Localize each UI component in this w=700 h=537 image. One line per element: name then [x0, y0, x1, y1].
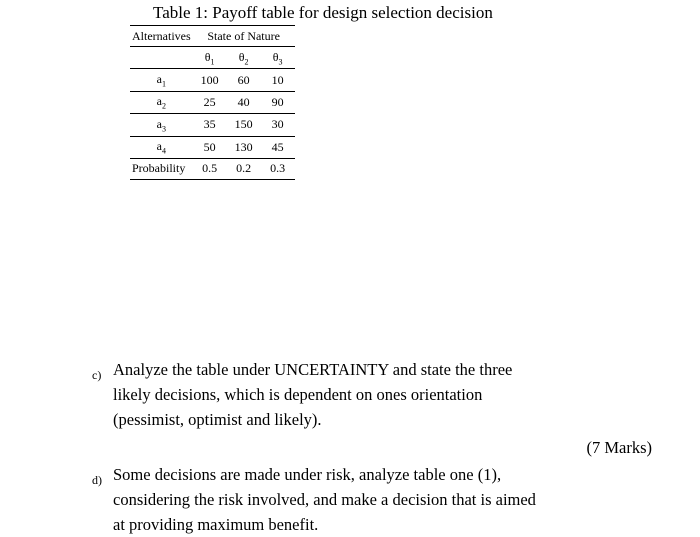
question-c-line: (pessimist, optimist and likely).	[113, 410, 322, 429]
question-d-line: considering the risk involved, and make a decision that is aimed	[113, 490, 536, 509]
question-c-text	[113, 357, 652, 432]
theta-header-row	[130, 47, 295, 69]
table-row-a4	[130, 136, 295, 158]
cell-value: 35	[203, 117, 216, 132]
probability-row	[130, 158, 295, 179]
cell-value: 30	[271, 117, 284, 132]
table-row-a1	[130, 69, 295, 91]
questions-section	[92, 357, 652, 537]
alternative-subscript: 2	[161, 101, 166, 111]
cell-value: 45	[271, 139, 284, 154]
alternative-symbol: a	[156, 94, 162, 109]
cell-value: 90	[271, 94, 284, 109]
table-title: Table 1: Payoff table for design selection decision	[153, 3, 493, 22]
alternative-symbol: a	[156, 71, 162, 86]
theta3-header	[261, 47, 295, 69]
cell-value: 25	[203, 94, 216, 109]
table-row-a3	[130, 114, 295, 136]
theta1-header	[193, 47, 227, 69]
row-label-a2	[130, 91, 193, 113]
question-d-label: d)	[92, 473, 102, 487]
theta-subscript: 3	[278, 56, 283, 66]
cell-value: 40	[237, 94, 250, 109]
theta-symbol: θ	[204, 49, 211, 64]
alternatives-header: Alternatives	[132, 28, 191, 43]
question-d	[92, 462, 652, 537]
row-label-a1	[130, 69, 193, 91]
theta-symbol: θ	[272, 49, 279, 64]
question-c-line: likely decisions, which is dependent on ones orientation	[113, 385, 483, 404]
row-label-a4	[130, 136, 193, 158]
row-label-a3	[130, 114, 193, 136]
theta-subscript: 2	[244, 56, 249, 66]
alternative-subscript: 1	[161, 79, 166, 89]
alternative-symbol: a	[156, 139, 162, 154]
payoff-table	[130, 25, 295, 180]
probability-value: 0.5	[202, 161, 218, 176]
theta-subscript: 1	[210, 56, 215, 66]
question-c-marks: (7 Marks)	[586, 438, 652, 457]
question-c	[92, 357, 652, 432]
state-of-nature-header: State of Nature	[207, 28, 280, 43]
probability-value: 0.3	[270, 161, 286, 176]
theta-symbol: θ	[238, 49, 245, 64]
cell-value: 50	[203, 139, 216, 154]
table-group-header-row	[130, 26, 295, 47]
probability-value: 0.2	[236, 161, 252, 176]
alternative-subscript: 3	[161, 124, 166, 134]
table-row-a2	[130, 91, 295, 113]
question-d-text	[113, 462, 652, 537]
cell-value: 150	[234, 117, 253, 132]
cell-value: 10	[271, 72, 284, 87]
question-d-line: Some decisions are made under risk, analyze table one (1),	[113, 465, 502, 484]
probability-label: Probability	[132, 161, 186, 176]
alternative-symbol: a	[156, 116, 162, 131]
question-d-line: at providing maximum benefit.	[113, 515, 319, 534]
cell-value: 130	[234, 139, 253, 154]
cell-value: 100	[200, 72, 219, 87]
cell-value: 60	[237, 72, 250, 87]
theta2-header	[227, 47, 261, 69]
alternative-subscript: 4	[161, 146, 166, 156]
question-c-line: Analyze the table under UNCERTAINTY and state the three	[113, 360, 513, 379]
question-c-label: c)	[92, 368, 102, 382]
empty-header-cell	[130, 47, 193, 69]
